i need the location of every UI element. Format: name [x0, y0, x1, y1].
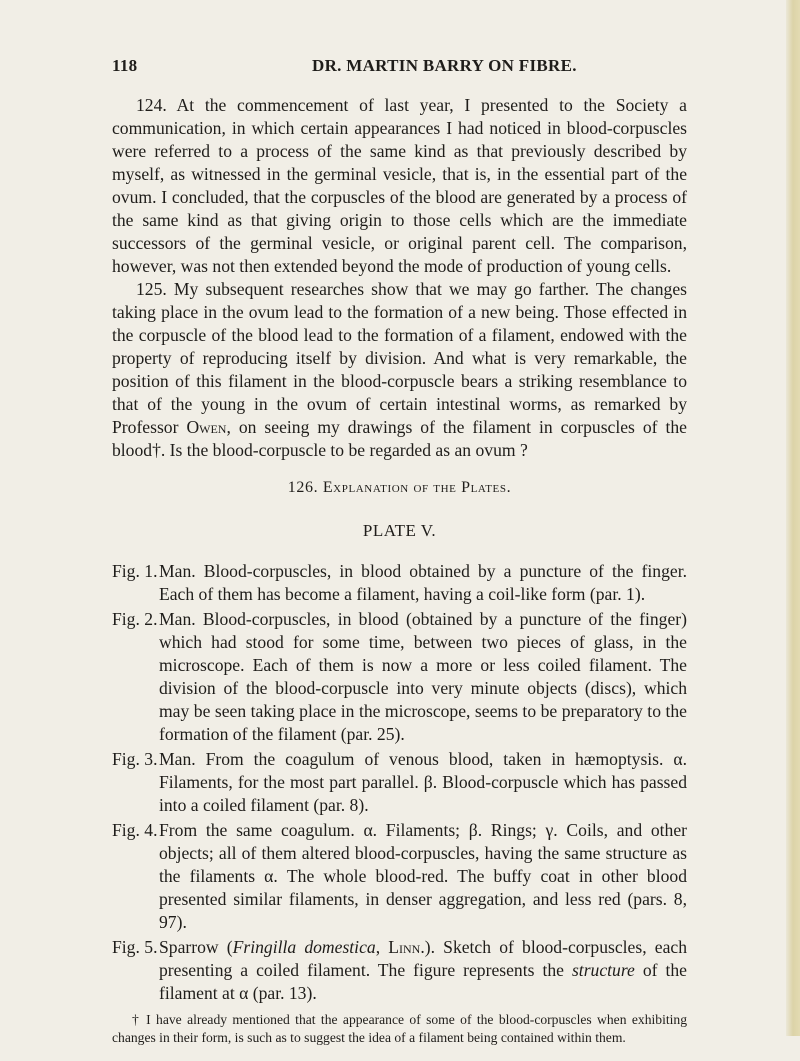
figure-text-a: Sparrow (: [159, 937, 233, 957]
figure-text-d: of the filament at α (par. 13).: [159, 960, 687, 1003]
section-title: Explanation of the Plates.: [322, 479, 512, 496]
footnote: † I have already mentioned that the appearance of some of the blood-corpuscles when exhibiting changes in their form, is such as to suggest the idea of a filament being contained within them.: [112, 1012, 687, 1045]
figure-text: Man. Blood-corpuscles, in blood obtained by a puncture of the finger. Each of them has become a filament, having a coil-like form (par. 1).: [159, 561, 687, 604]
name-owen: Owen: [186, 417, 227, 437]
authority-linn: Linn.: [388, 937, 425, 957]
species-name: Fringilla domestica: [232, 937, 376, 957]
page-edge-shading: [786, 0, 800, 1036]
figure-caption-2: [112, 608, 687, 746]
paragraph-125-part-a: 125. My subsequent researches show that we may go farther. The changes taking place in the ovum lead to the formation of a new being. Those effected in the corpuscle of the blood lead to the formation of a filament, endowed with the property of reproducing itself by division. And what is very remarkable, the position of this filament in the blood-corpuscle bears a striking resemblance to that of the young in the ovum of certain intestinal worms, as remarked by Professor: [112, 279, 687, 437]
paragraph-125-part-b: , on seeing my drawings of the filament in corpuscles of the blood†. Is the blood-corpuscle to be regarded as an ovum ?: [112, 417, 687, 460]
running-title: DR. MARTIN BARRY ON FIBRE.: [312, 56, 577, 75]
section-number: 126.: [287, 479, 319, 496]
figure-text: From the same coagulum. α. Filaments; β. Rings; γ. Coils, and other objects; all of them altered blood-corpuscles, having the same structure as the filaments α. The whole blood-red. The buffy coat in other blood presented similar filaments, in denser aggregation, and less red (pars. 8, 97).: [159, 820, 687, 932]
figure-caption-3: [112, 748, 687, 817]
figure-label: Fig. 3.: [112, 749, 158, 769]
figure-caption-5: [112, 936, 687, 1005]
figure-text: Man. Blood-corpuscles, in blood (obtained by a puncture of the finger) which had stood for some time, between two pieces of glass, in the microscope. Each of them is now a more or less coiled filament. The division of the blood-corpuscle into very minute objects (discs), which may be seen taking place in the microscope, seems to be preparatory to the formation of the filament (par. 25).: [159, 609, 687, 744]
section-heading: [112, 476, 687, 499]
paragraph-124: 124. At the commencement of last year, I presented to the Society a communication, in which certain appearances I had noticed in blood-corpuscles were referred to a process of the same kind as that previously described by myself, as witnessed in the germinal vesicle, that is, in the essential part of the ovum. I concluded, that the corpuscles of the blood are generated by a process of the same kind as that giving origin to those cells which are the immediate successors of the germinal vesicle, or original parent cell. The comparison, however, was not then extended beyond the mode of production of young cells.: [112, 95, 687, 276]
page-body: [112, 94, 687, 1061]
figure-label: Fig. 1.: [112, 561, 158, 581]
figure-caption-1: [112, 560, 687, 606]
figure-label: Fig. 4.: [112, 820, 158, 840]
page-number: 118: [112, 56, 138, 75]
figure-label: Fig. 2.: [112, 609, 158, 629]
paragraph-125: [112, 278, 687, 462]
emphasis-structure: structure: [571, 960, 635, 980]
plate-heading: PLATE V.: [362, 521, 437, 540]
figure-text-b: ,: [375, 937, 389, 957]
figure-text-c: ). Sketch of blood-corpuscles, each presenting a coiled filament. The figure represents the: [159, 937, 687, 980]
page-header: [112, 56, 686, 80]
figure-text: Man. From the coagulum of venous blood, taken in hæmoptysis. α. Filaments, for the most part parallel. β. Blood-corpuscle which has passed into a coiled filament (par. 8).: [159, 749, 687, 815]
figure-label: Fig. 5.: [112, 937, 158, 957]
figure-caption-4: [112, 819, 687, 934]
